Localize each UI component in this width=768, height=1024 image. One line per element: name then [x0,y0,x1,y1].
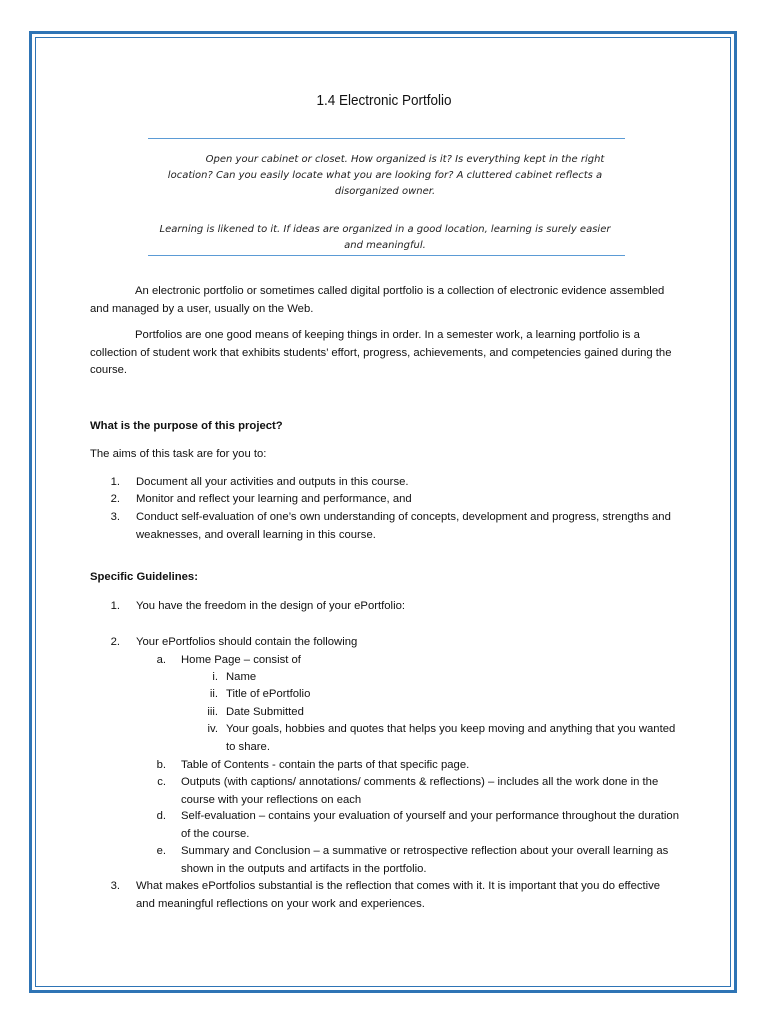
purpose-item-3 [90,509,680,544]
guideline-item-3 [90,878,680,913]
roman-item-iv [188,721,681,756]
list-text: Document all your activities and outputs in this course. [136,476,409,488]
roman-item-iii [188,704,681,721]
intro-paragraph-1 [90,283,680,318]
list-marker: iii. [207,706,218,718]
list-text: Table of Contents - contain the parts of that specific page. [181,759,470,771]
quote-top-rule [148,138,625,139]
quote-paragraph-1 [150,152,620,200]
list-marker: e. [156,845,166,857]
intro-text-2: Portfolios are one good means of keeping things in order. In a semester work, a learning portfolio is a collection of student work that exhibits students’ effort, progress, achievements, and competencies gained during the course. [90,329,672,376]
list-marker: 1. [110,476,120,488]
list-text: Date Submitted [226,706,304,718]
list-marker: i. [212,671,218,683]
list-text: Title of ePortfolio [226,688,311,700]
purpose-heading: What is the purpose of this project? [90,420,283,432]
list-marker: 3. [110,880,120,892]
quote-bottom-rule [148,255,625,256]
list-text: Conduct self-evaluation of one’s own understanding of concepts, development and progress, strengths and weaknesses, and overall learning in this course. [136,511,671,541]
list-marker: 2. [110,636,120,648]
list-text: Home Page – consist of [181,654,301,666]
purpose-lead: The aims of this task are for you to: [90,448,267,460]
list-marker: ii. [209,688,218,700]
roman-item-ii [188,686,681,703]
list-text: You have the freedom in the design of your ePortfolio: [136,600,406,612]
list-marker: a. [156,654,166,666]
list-text: Outputs (with captions/ annotations/ comments & reflections) – includes all the work done in the course with your reflections on each [181,776,659,806]
guideline-sub-a [136,652,681,669]
guideline-sub-d [136,808,681,843]
list-marker: 1. [110,600,120,612]
list-marker: d. [156,810,166,822]
list-text: Self-evaluation – contains your evaluation of yourself and your performance throughout the duration of the course. [181,810,680,840]
list-text: Your goals, hobbies and quotes that helps you keep moving and anything that you wanted to share. [226,723,676,753]
purpose-item-1 [90,474,680,491]
guidelines-heading: Specific Guidelines: [90,571,198,583]
intro-paragraph-2 [90,327,680,380]
list-text: What makes ePortfolios substantial is the reflection that comes with it. It is important that you do effective and meaningful reflections on your work and experiences. [136,880,661,910]
list-text: Your ePortfolios should contain the following [136,636,358,648]
intro-text-1: An electronic portfolio or sometimes called digital portfolio is a collection of electronic evidence assembled and managed by a user, usually on the Web. [90,285,665,315]
guideline-item-1 [90,598,680,615]
list-marker: c. [157,776,166,788]
list-marker: 3. [110,511,120,523]
list-text: Name [226,671,257,683]
guideline-sub-c [136,774,681,809]
guideline-item-2 [90,634,680,651]
list-text: Monitor and reflect your learning and performance, and [136,493,412,505]
list-text: Summary and Conclusion – a summative or retrospective reflection about your overall learning as shown in the outputs and artifacts in the portfolio. [181,845,669,875]
list-marker: 2. [110,493,120,505]
list-marker: b. [156,759,166,771]
guideline-sub-b [136,757,681,774]
guideline-sub-e [136,843,681,878]
quote-text-1: Open your cabinet or closet. How organized is it? Is everything kept in the right location? Can you easily locate what you are looking for? A cluttered cabinet reflects a disorganized owner. [167,154,605,197]
page-title: 1.4 Electronic Portfolio [316,92,452,109]
roman-item-i [188,669,681,686]
quote-paragraph-2: Learning is likened to it. If ideas are organized in a good location, learning is surely easier and meaningful. [159,224,611,251]
purpose-item-2 [90,491,680,508]
list-marker: iv. [207,723,218,735]
